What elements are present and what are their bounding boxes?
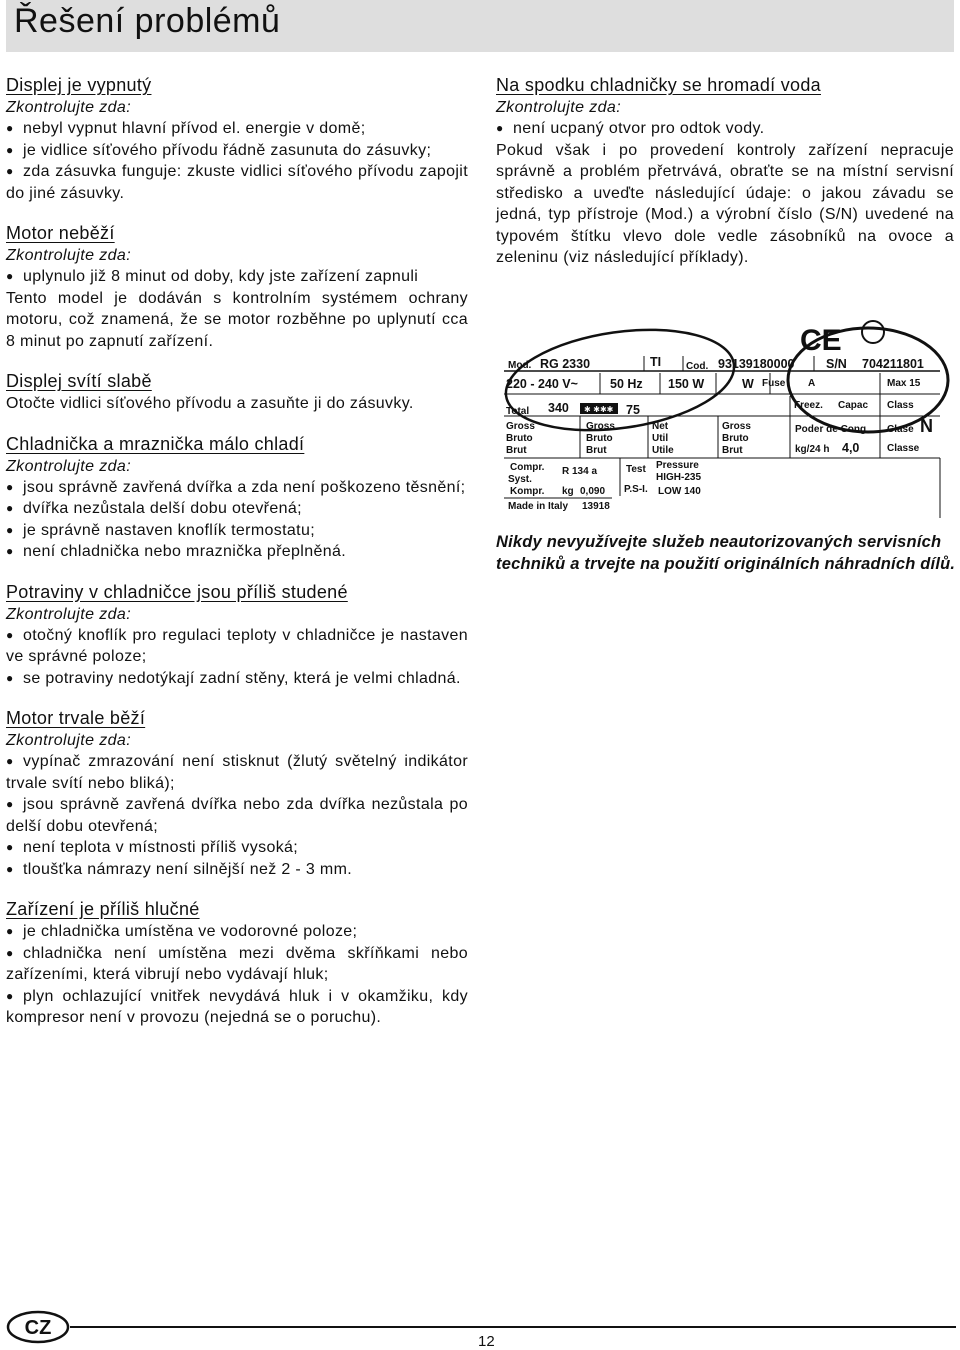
plate-net: Net [652,421,669,432]
plate-high: HIGH-235 [656,472,702,483]
plate-utile: Utile [652,445,674,456]
plate-brut1: Brut [506,445,527,456]
plate-class: Class [887,400,914,411]
section-title: Zařízení je příliš hlučné [6,899,200,919]
section-too-noisy [6,898,468,1029]
svg-text:CZ: CZ [24,1317,52,1339]
plate-freez: Freez. [794,400,823,411]
service-paragraph: Pokud však i po provedení kontroly zařízení nepracuje správně a problém přetrvává, obraťte se na místní servisní středisko a uveďte následující údaje: o jakou závadu se jedná, typ přístroje (Mod.) a výrobní číslo (S/N) uvedené na typovém štítku vlevo dole vedle zásobníků na ovoce a zeleninu (viz následující příklady). [496,141,954,266]
plate-hz: 50 Hz [610,377,643,391]
plate-capac: Capac [838,400,869,411]
check-list [6,266,468,288]
plate-kompr: Kompr. [510,486,545,497]
plate-watts: 150 W [668,377,705,391]
plate-kg24: kg/24 h [795,444,830,455]
page-number: 12 [478,1333,495,1350]
list-item: ● zda zásuvka funguje: zkuste vidlici síťového přívodu zapojit do jiné zásuvky. [6,163,468,202]
plate-total-label: Total [506,406,530,417]
section-title: Displej svítí slabě [6,371,152,391]
plate-total-value2: 75 [626,403,640,417]
warning-text: Nikdy nevyužívejte služeb neautorizovaných servisních techniků a trvejte na použití originálních náhradních dílů. [496,533,956,573]
plate-refrigerant: R 134 a [562,466,598,477]
plate-total-value: 340 [548,401,569,415]
plate-psi: P.S-I. [624,484,648,495]
section-display-dim [6,370,468,415]
list-item: ● jsou správně zavřená dvířka a zda není poškozeno těsnění; [6,478,466,496]
country-badge [6,1310,72,1349]
list-item: ● vypínač zmrazování není stisknut (žlutý světelný indikátor trvale svítí nebo bliká); [6,753,468,792]
section-food-too-cold [6,581,468,690]
plate-kg24-value: 4,0 [842,441,860,455]
check-list [6,751,468,880]
plate-test: Test [626,464,646,475]
section-water-bottom [496,74,954,269]
list-item: ● otočný knoflík pro regulaci teploty v chladničce je nastaven ve správné poloze; [6,626,468,665]
plate-max: Max 15 [887,378,921,389]
svg-text:✱ ✱✱✱: ✱ ✱✱✱ [584,405,614,414]
check-label: Zkontrolujte zda: [6,732,132,749]
plate-clase-value: N [920,416,933,436]
list-item: ● se potraviny nedotýkají zadní stěny, která je velmi chladná. [6,669,461,687]
plate-clase: Clase [887,424,914,435]
section-title: Potraviny v chladničce jsou příliš studené [6,581,348,602]
section-title: Chladnička a mraznička málo chladí [6,433,305,454]
plate-compr: Compr. [510,462,545,473]
plate-sn-value: 704211801 [862,357,924,371]
rating-plate [500,318,956,518]
left-column [6,74,468,1047]
plate-mod-label: Mod. [508,360,532,371]
plate-gross1: Gross [506,421,535,432]
check-label: Zkontrolujte zda: [6,247,132,264]
check-list [6,477,468,563]
list-item: ● není chladnička nebo mraznička přeplněná. [6,543,346,560]
list-item: ● nebyl vypnut hlavní přívod el. energie v domě; [6,120,366,137]
section-title: Motor trvale běží [6,708,146,728]
plate-bruto3: Bruto [722,433,749,444]
plate-amp: A [808,378,816,389]
plate-cod-value: 93139180000 [718,357,795,371]
plate-syst: Syst. [508,474,532,485]
plate-made: Made in Italy [508,501,569,512]
list-item: ● je chladnička umístěna ve vodorovné poloze; [6,923,358,940]
plate-voltage: 220 - 240 V~ [506,377,578,391]
plate-util: Util [652,433,669,444]
list-item: ● plyn ochlazující vnitřek nevydává hluk i v okamžiku, kdy kompresor není v provozu (nejedná se o poruchu). [6,987,468,1026]
plate-tl: TI [650,355,662,369]
section-not-cooling [6,433,468,563]
list-item: ● je vidlice síťového přívodu řádně zasunuta do zásuvky; [6,141,432,159]
plate-bruto2: Bruto [586,433,613,444]
warning-box [496,531,956,575]
section-motor-not-running [6,222,468,352]
section-text: Otočte vidlici síťového přívodu a zasuňte ji do zásuvky. [6,395,414,412]
check-list [6,118,468,204]
plate-bruto1: Bruto [506,433,533,444]
section-display-off [6,74,468,204]
plate-gross2: Gross [586,421,615,432]
page-title: Řešení problémů [14,2,281,40]
list-item: ● tloušťka námrazy není silnější než 2 - 3 mm. [6,860,353,878]
plate-cod-label: Cod. [686,361,709,372]
check-list [496,118,954,140]
section-text: Tento model je dodáván s kontrolním systémem ochrany motoru, což znamená, že se motor rozběhne po uplynutí cca 8 minut po zapnutí zařízení. [6,289,468,350]
list-item: ● není teplota v místnosti příliš vysoká; [6,839,299,856]
plate-gross3: Gross [722,421,751,432]
plate-w2: W [742,377,754,391]
plate-kg-value: 0,090 [580,486,606,497]
plate-sn-label: S/N [826,357,847,371]
plate-brut3: Brut [722,445,743,456]
country-badge-icon [6,1310,72,1344]
plate-pressure: Pressure [656,460,699,471]
list-item: ● dvířka nezůstala delší dobu otevřená; [6,500,302,517]
page-header [6,0,954,52]
plate-made-code: 13918 [582,501,610,512]
section-motor-runs-constantly [6,707,468,880]
check-label: Zkontrolujte zda: [6,457,132,475]
list-item: ● jsou správně zavřená dvířka nebo zda dvířka nezůstala po delší dobu otevřená; [6,796,468,835]
footer-divider [70,1326,956,1328]
plate-classe: Classe [887,443,920,454]
plate-poder: Poder de Cong [795,424,867,435]
certification-icon [862,321,884,343]
check-label: Zkontrolujte zda: [6,99,132,116]
check-label: Zkontrolujte zda: [496,99,622,116]
list-item: ● je správně nastaven knoflík termostatu; [6,521,316,539]
check-label: Zkontrolujte zda: [6,605,132,623]
list-item: ● není ucpaný otvor pro odtok vody. [496,120,765,137]
section-title: Na spodku chladničky se hromadí voda [496,75,821,95]
plate-low: LOW 140 [658,486,701,497]
list-item: ● uplynulo již 8 minut od doby, kdy jste zařízení zapnuli [6,268,419,285]
plate-mod-value: RG 2330 [540,357,591,371]
right-column [496,74,954,287]
check-list [6,921,468,1029]
section-title: Displej je vypnutý [6,75,152,95]
plate-kg: kg [562,486,574,497]
section-title: Motor neběží [6,223,115,243]
ce-mark-icon: CE [800,324,842,357]
check-list [6,625,468,690]
list-item: ● chladnička není umístěna mezi dvěma skříňkami nebo zařízeními, která vibrují nebo vydávají hluk; [6,944,468,983]
plate-fuse: Fuse [762,378,786,389]
plate-brut2: Brut [586,445,607,456]
